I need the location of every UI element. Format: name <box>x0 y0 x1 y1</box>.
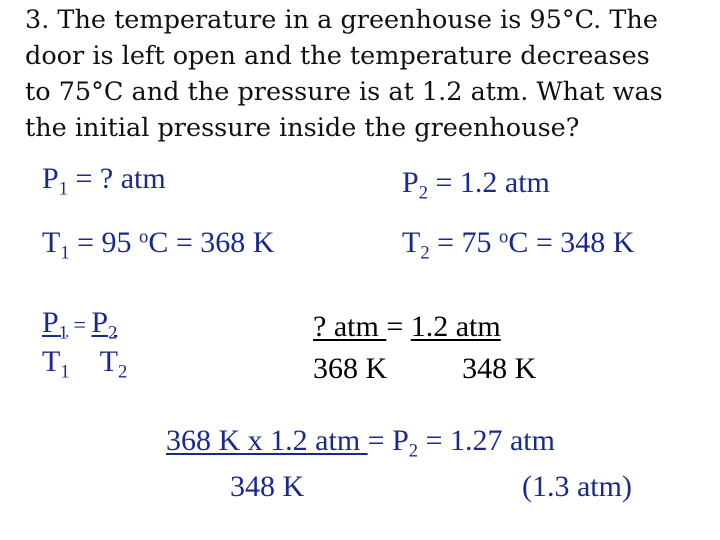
question-text <box>25 2 715 146</box>
solution-denominator: 348 K <box>230 470 305 503</box>
given-p2: $P_2 = 1.2$ atm <box>402 166 550 204</box>
given-t1: $T_1 = 95$ $^o$C = 368 K <box>42 226 275 264</box>
solution-rounded: (1.3 atm) <box>522 470 632 503</box>
substitution-numerator: ? atm = 1.2 atm <box>313 310 501 343</box>
given-t2: $T_2 = 75$ $^o$C = 348 K <box>402 226 635 264</box>
substitution-denominator: 368 K 348 K <box>313 352 537 385</box>
question-line-2: door is left open and the temperature decreases <box>25 41 650 71</box>
solution-line: 368 K x 1.2 atm = $P_2 = 1.27$ atm <box>166 424 555 462</box>
question-line-3: to 75°C and the pressure is at 1.2 atm. What was <box>25 77 663 107</box>
given-p1: $P_1$ = ? atm <box>42 162 166 200</box>
formula-numerator: $P_1 = P_2$ <box>42 306 118 344</box>
formula-denominator: $T_1$ $T_2$ <box>42 345 128 383</box>
question-line-4: the initial pressure inside the greenhouse? <box>25 113 580 143</box>
question-line-1: 3. The temperature in a greenhouse is 95°C. The <box>25 5 658 35</box>
